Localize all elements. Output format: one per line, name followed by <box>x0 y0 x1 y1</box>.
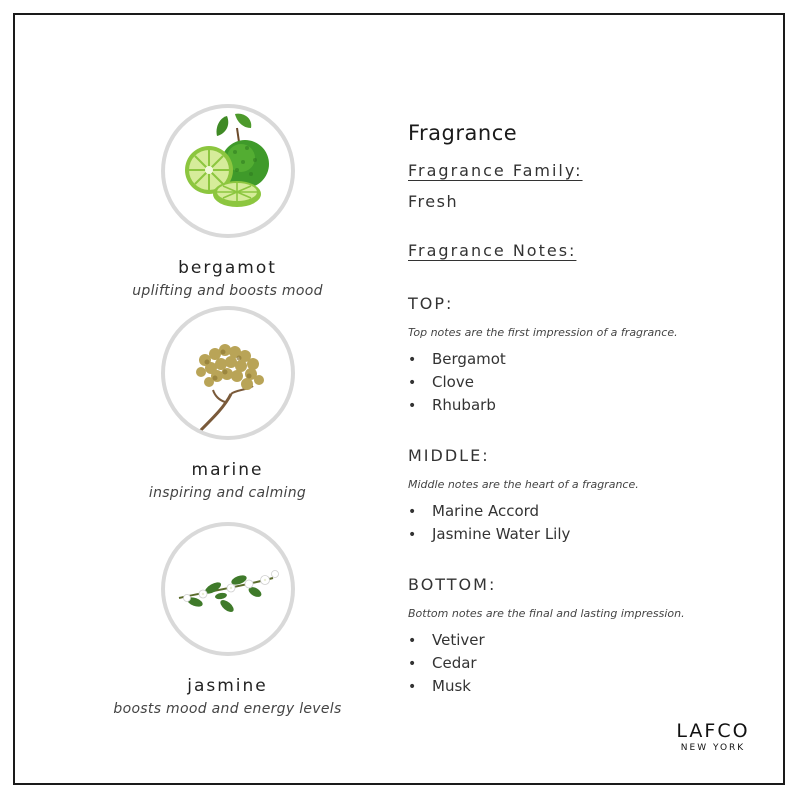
list-item <box>408 523 570 546</box>
bullet-icon: • <box>408 633 417 649</box>
note-label: Cedar <box>432 654 477 672</box>
note-label: Rhubarb <box>432 396 496 414</box>
bottom-notes-list <box>408 629 485 698</box>
ingredient-bergamot <box>95 104 360 299</box>
middle-notes-description: Middle notes are the heart of a fragrance. <box>408 478 639 491</box>
top-notes-heading: TOP: <box>408 294 454 313</box>
bullet-icon: • <box>408 527 417 543</box>
list-item <box>408 348 506 371</box>
brand-name: LAFCO <box>676 720 750 742</box>
middle-notes-heading: MIDDLE: <box>408 446 490 465</box>
bullet-icon: • <box>408 656 417 672</box>
list-item <box>408 652 485 675</box>
bullet-icon: • <box>408 352 417 368</box>
ingredient-image-circle <box>161 104 295 238</box>
bottom-notes-description: Bottom notes are the final and lasting impression. <box>408 607 685 620</box>
jasmine-sprig-icon <box>165 526 291 652</box>
ingredient-image-circle <box>161 306 295 440</box>
fragrance-title: Fragrance <box>408 121 518 145</box>
brand-tagline: NEW YORK <box>680 743 746 753</box>
note-label: Vetiver <box>432 631 485 649</box>
fragrance-notes-label: Fragrance Notes: <box>408 241 577 260</box>
note-label: Jasmine Water Lily <box>432 525 571 543</box>
list-item <box>408 500 570 523</box>
note-label: Marine Accord <box>432 502 540 520</box>
bullet-icon: • <box>408 375 417 391</box>
note-label: Clove <box>432 373 474 391</box>
top-notes-description: Top notes are the first impression of a fragrance. <box>408 326 678 339</box>
list-item <box>408 394 506 417</box>
page-frame <box>13 13 785 785</box>
fragrance-family-label: Fragrance Family: <box>408 161 583 180</box>
ingredient-name: jasmine <box>187 676 268 696</box>
list-item <box>408 629 485 652</box>
top-notes-list <box>408 348 506 417</box>
ingredient-description: uplifting and boosts mood <box>132 283 323 299</box>
ingredient-name: bergamot <box>178 258 277 278</box>
brand-logo <box>673 720 753 753</box>
list-item <box>408 675 485 698</box>
note-label: Bergamot <box>432 350 506 368</box>
ingredient-description: inspiring and calming <box>148 485 307 501</box>
ingredient-description: boosts mood and energy levels <box>113 701 342 717</box>
ingredient-marine <box>95 306 360 501</box>
bullet-icon: • <box>408 504 417 520</box>
fragrance-family-value: Fresh <box>408 192 459 211</box>
bullet-icon: • <box>408 679 417 695</box>
middle-notes-list <box>408 500 570 546</box>
note-label: Musk <box>432 677 471 695</box>
list-item <box>408 371 506 394</box>
ingredient-name: marine <box>191 460 264 480</box>
bullet-icon: • <box>408 398 417 414</box>
ingredient-jasmine <box>95 522 360 717</box>
bottom-notes-heading: BOTTOM: <box>408 575 497 594</box>
ingredient-image-circle <box>161 522 295 656</box>
bergamot-fruit-icon <box>165 108 291 234</box>
dried-flower-cluster-icon <box>165 310 291 436</box>
